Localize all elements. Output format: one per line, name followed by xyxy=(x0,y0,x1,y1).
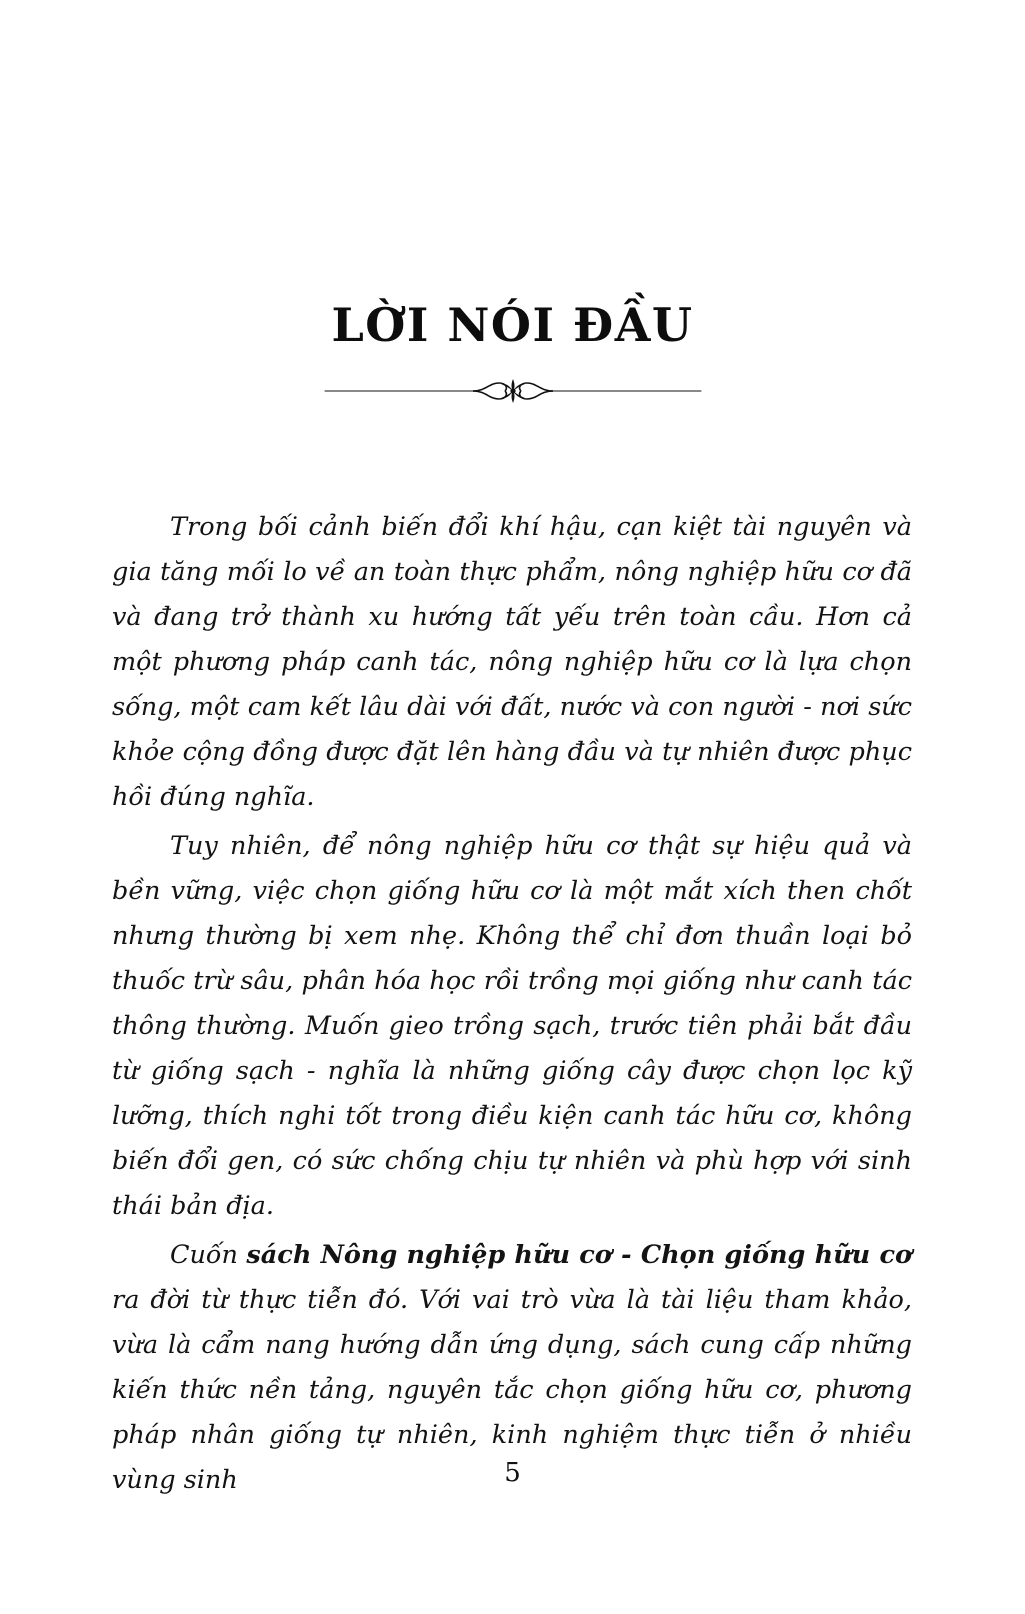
page-number: 5 xyxy=(504,1458,521,1488)
flourish-divider-icon xyxy=(323,371,703,411)
paragraph-3-lead: Cuốn xyxy=(170,1240,247,1270)
page-title: LỜI NÓI ĐẦU xyxy=(331,298,694,352)
paragraph-2: Tuy nhiên, để nông nghiệp hữu cơ thật sự hiệu quả và bền vững, việc chọn giống hữu cơ là một mắt xích then chốt nhưng thường bị xem nhẹ. Không thể chỉ đơn thuần loại bỏ thuốc trừ sâu, phân hóa học rồi trồng mọi giống như canh tác thông thường. Muốn gieo trồng sạch, trước tiên phải bắt đầu từ giống sạch - nghĩa là những giống cây được chọn lọc kỹ lưỡng, thích nghi tốt trong điều kiện canh tác hữu cơ, không biến đổi gen, có sức chống chịu tự nhiên và phù hợp với sinh thái bản địa. xyxy=(112,831,912,1221)
paragraph-1: Trong bối cảnh biến đổi khí hậu, cạn kiệt tài nguyên và gia tăng mối lo về an toàn thực phẩm, nông nghiệp hữu cơ đã và đang trở thành xu hướng tất yếu trên toàn cầu. Hơn cả một phương pháp canh tác, nông nghiệp hữu cơ là lựa chọn sống, một cam kết lâu dài với đất, nước và con người - nơi sức khỏe cộng đồng được đặt lên hàng đầu và tự nhiên được phục hồi đúng nghĩa. xyxy=(112,512,912,812)
book-title-emphasis: sách Nông nghiệp hữu cơ - Chọn giống hữu cơ xyxy=(246,1240,912,1270)
title-block xyxy=(0,300,1025,411)
paragraph-3-tail: ra đời từ thực tiễn đó. Với vai trò vừa là tài liệu tham khảo, vừa là cẩm nang hướng dẫn ứng dụng, sách cung cấp những kiến thức nền tảng, nguyên tắc chọn giống hữu cơ, phương pháp nhân giống tự nhiên, kinh nghiệm thực tiễn ở nhiều vùng sinh xyxy=(112,1285,912,1495)
body-content xyxy=(112,505,912,1507)
